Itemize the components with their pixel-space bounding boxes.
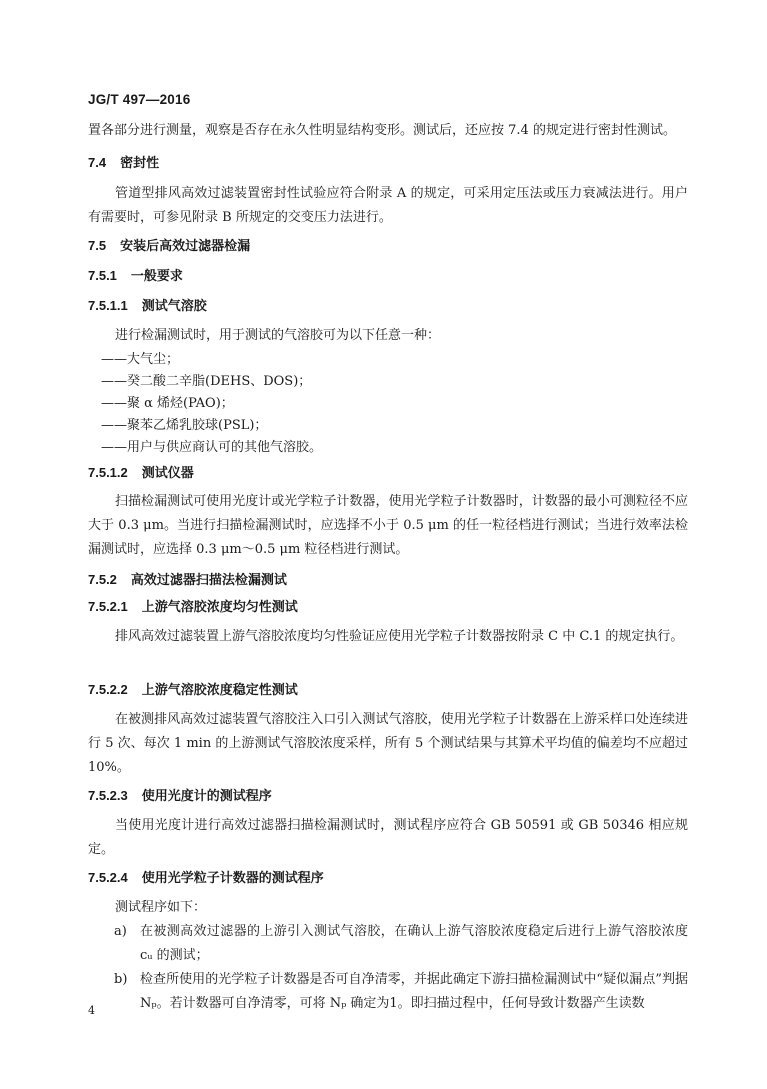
section-title: 测试气溶胶 [141, 298, 207, 313]
section-title: 使用光度计的测试程序 [141, 788, 272, 803]
paragraph-7-5-2-1: 排风高效过滤装置上游气溶胶浓度均匀性验证应使用光学粒子计数器按附录 C 中 C.1 的规定执行。 [115, 629, 684, 644]
section-number: 7.5.1.1 [88, 298, 128, 313]
standard-code: JG/T 497—2016 [88, 92, 191, 107]
list-item [114, 920, 688, 968]
section-title: 上游气溶胶浓度均匀性测试 [141, 599, 298, 614]
paragraph-7-5-2-2: 在被测排风高效过滤装置气溶胶注入口引入测试气溶胶，使用光学粒子计数器在上游采样口处连续进行 5 次、每次 1 min 的上游测试气溶胶浓度采样，所有 5 个测试结果与其算术平均值的偏差均不应超过 10%。 [88, 712, 688, 775]
list-item [114, 968, 688, 1016]
list-item: ——用户与供应商认可的其他气溶胶。 [101, 440, 323, 455]
section-number: 7.5 [88, 238, 107, 253]
section-number: 7.5.1.2 [88, 465, 128, 480]
heading-7-5-1 [88, 266, 183, 286]
section-number: 7.4 [88, 155, 107, 170]
heading-7-4 [88, 153, 159, 173]
paragraph-7-5-2-4: 测试程序如下： [115, 900, 207, 915]
list-item: ——大气尘； [101, 352, 180, 367]
list-item: ——聚 α 烯烃(PAO)； [101, 396, 234, 411]
heading-7-5-2-1 [88, 597, 298, 617]
heading-7-5-2 [88, 570, 287, 590]
heading-7-5-1-2 [88, 463, 194, 483]
paragraph-7-5-2-3: 当使用光度计进行高效过滤器扫描检漏测试时，测试程序应符合 GB 50591 或 GB 50346 相应规定。 [88, 818, 688, 857]
heading-7-5-2-3 [88, 786, 272, 806]
section-number: 7.5.2.4 [88, 870, 128, 885]
section-title: 测试仪器 [141, 465, 194, 480]
heading-7-5 [88, 236, 250, 256]
heading-7-5-2-2 [88, 680, 298, 700]
section-title: 上游气溶胶浓度稳定性测试 [141, 682, 298, 697]
section-title: 使用光学粒子计数器的测试程序 [141, 870, 324, 885]
paragraph-continuation: 置各部分进行测量，观察是否存在永久性明显结构变形。测试后，还应按 7.4 的规定进行密封性测试。 [88, 123, 676, 138]
list-text: 检查所使用的光学粒子计数器是否可自净清零，并据此确定下游扫描检漏测试中“疑似漏点”判据 Nₚ。若计数器可自净清零，可将 Nₚ 确定为1。即扫描过程中，任何导致计数器产生读数 [140, 972, 688, 1011]
section-number: 7.5.2.3 [88, 788, 128, 803]
list-text: 在被测高效过滤器的上游引入测试气溶胶，在确认上游气溶胶浓度稳定后进行上游气溶胶浓度 cᵤ 的测试； [140, 924, 688, 963]
section-number: 7.5.1 [88, 268, 117, 283]
list-item: ——癸二酸二辛脂(DEHS、DOS)； [101, 374, 312, 389]
paragraph-7-5-1-1: 进行检漏测试时，用于测试的气溶胶可为以下任意一种： [115, 328, 441, 343]
section-title: 一般要求 [130, 268, 183, 283]
section-title: 密封性 [120, 155, 160, 170]
list-item: ——聚苯乙烯乳胶球(PSL)； [101, 418, 268, 433]
list-marker: a) [114, 924, 127, 939]
page-number: 4 [88, 1004, 95, 1017]
section-number: 7.5.2 [88, 572, 117, 587]
section-title: 高效过滤器扫描法检漏测试 [130, 572, 287, 587]
heading-7-5-2-4 [88, 868, 324, 888]
paragraph-7-5-1-2: 扫描检漏测试可使用光度计或光学粒子计数器，使用光学粒子计数器时，计数器的最小可测粒径不应大于 0.3 μm。当进行扫描检漏测试时，应选择不小于 0.5 μm 的任一粒径档进行测试；当进行效率法检漏测试时，应选择 0.3 μm～0.5 μm 粒径档进行测试。 [88, 494, 688, 557]
paragraph-7-4: 管道型排风高效过滤装置密封性试验应符合附录 A 的规定，可采用定压法或压力衰减法进行。用户有需要时，可参见附录 B 所规定的交变压力法进行。 [88, 186, 688, 225]
heading-7-5-1-1 [88, 296, 207, 316]
section-title: 安装后高效过滤器检漏 [120, 238, 251, 253]
list-marker: b) [114, 972, 128, 987]
section-number: 7.5.2.2 [88, 682, 128, 697]
section-number: 7.5.2.1 [88, 599, 128, 614]
